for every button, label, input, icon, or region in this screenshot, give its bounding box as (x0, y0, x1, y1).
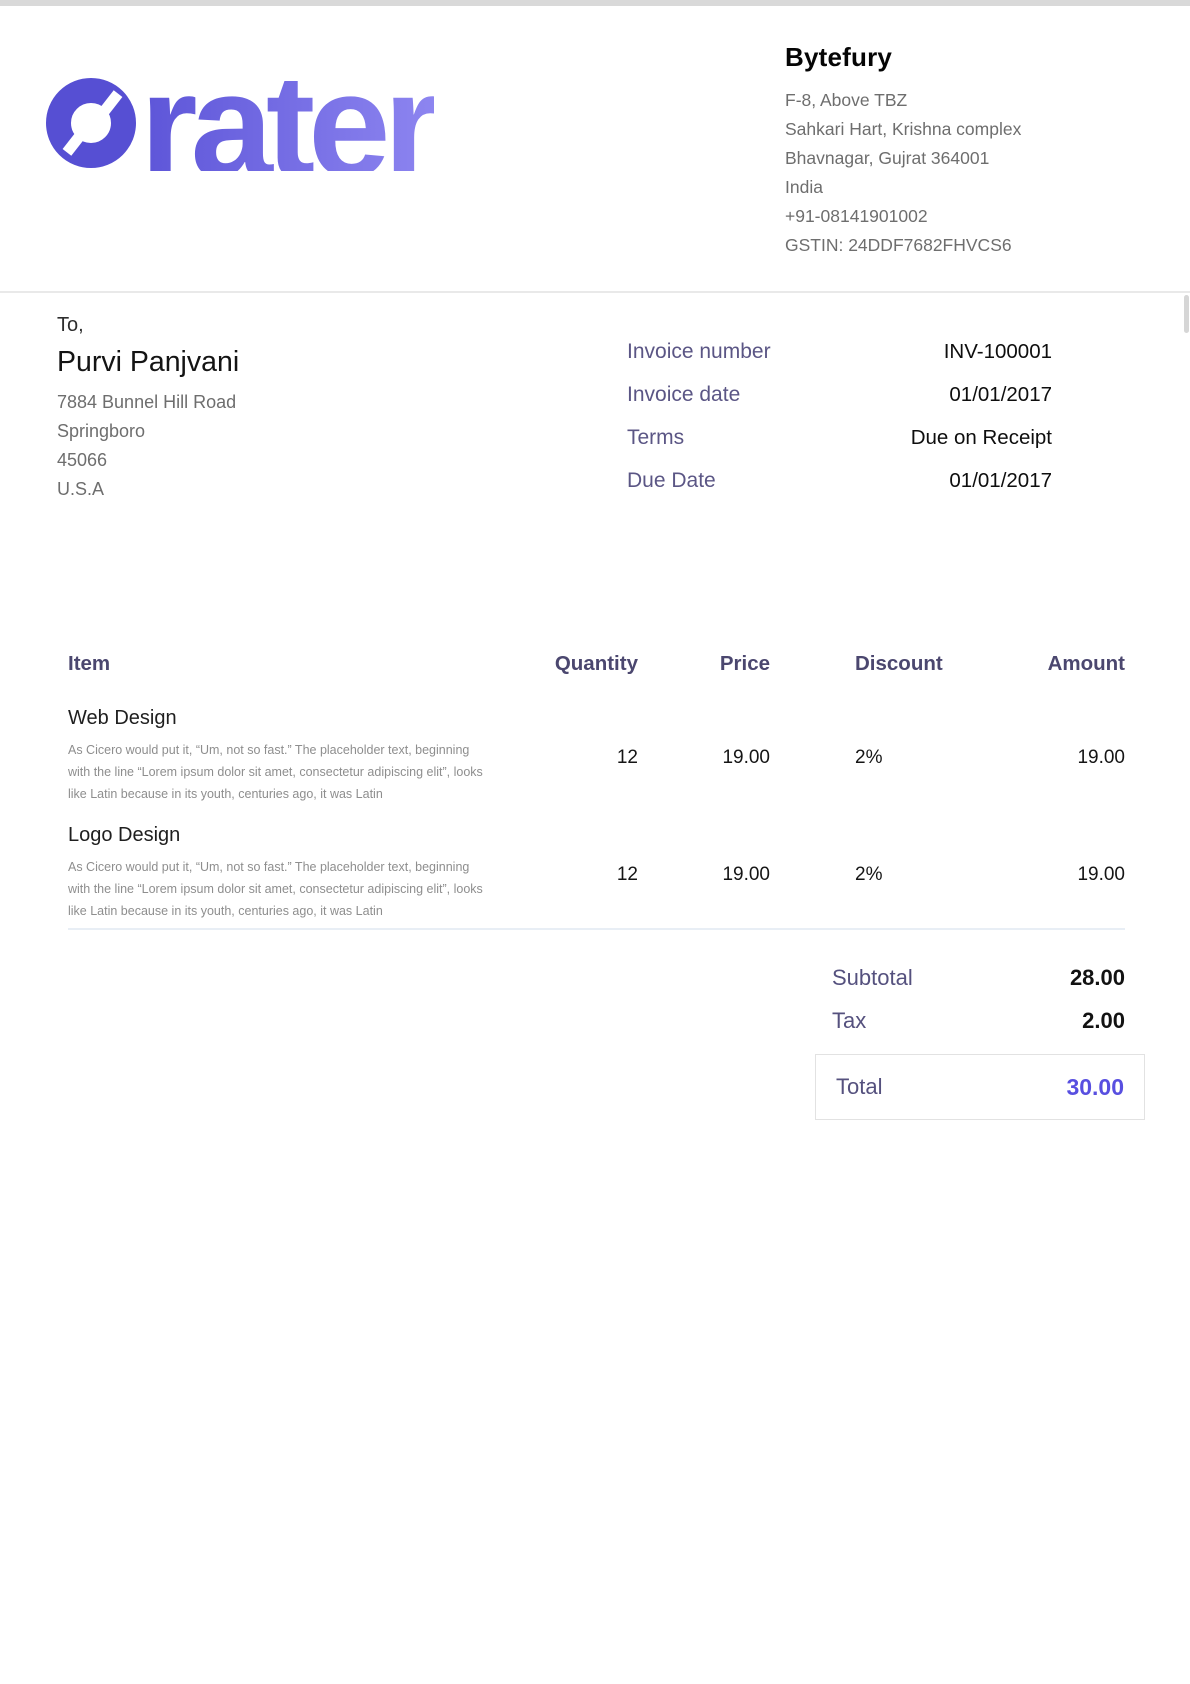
invoice-meta (627, 330, 1052, 502)
invoice-header (0, 6, 1190, 293)
bill-to-block (57, 312, 477, 504)
scrollbar-thumb[interactable] (1184, 295, 1189, 333)
company-phone: +91-08141901002 (785, 206, 928, 226)
company-block (785, 40, 1130, 260)
company-address-line: India (785, 177, 823, 197)
logo-wordmark: rater (140, 43, 435, 208)
items-table (68, 648, 1125, 930)
invoice-number-value: INV-100001 (943, 339, 1052, 363)
subtotal-row (832, 956, 1125, 999)
company-gstin: GSTIN: 24DDF7682FHVCS6 (785, 235, 1012, 255)
tax-row (832, 999, 1125, 1042)
invoice-number-label: Invoice number (627, 339, 771, 363)
customer-name: Purvi Panjvani (57, 346, 240, 378)
subtotal-value: 28.00 (1069, 964, 1125, 990)
item-description: As Cicero would put it, “Um, not so fast.” The placeholder text, beginning with the line “Lorem ipsum dolor sit amet, consectetur adipiscing elit”, looks like Latin because in its youth, centuries ago, it was Latin (68, 860, 483, 918)
company-address-line: Sahkari Hart, Krishna complex (785, 119, 1022, 139)
item-price: 19.00 (722, 747, 770, 768)
invoice-date-label: Invoice date (627, 382, 741, 406)
tax-label: Tax (832, 1007, 867, 1033)
table-row (68, 704, 1125, 805)
summary-block (832, 956, 1125, 1120)
crater-c-icon (46, 78, 136, 168)
subtotal-label: Subtotal (832, 964, 913, 990)
company-address-line: Bhavnagar, Gujrat 364001 (785, 148, 990, 168)
item-price: 19.00 (722, 864, 770, 885)
header-discount: Discount (855, 652, 943, 675)
item-name: Web Design (68, 707, 177, 729)
item-quantity: 12 (616, 747, 638, 768)
item-description: As Cicero would put it, “Um, not so fast.” The placeholder text, beginning with the line “Lorem ipsum dolor sit amet, consectetur adipiscing elit”, looks like Latin because in its youth, centuries ago, it was Latin (68, 743, 483, 801)
invoice-date-row (627, 373, 1052, 416)
total-value: 30.00 (1066, 1074, 1124, 1100)
header-quantity: Quantity (554, 652, 638, 675)
item-name: Logo Design (68, 824, 181, 846)
due-date-label: Due Date (627, 468, 716, 492)
customer-address-line: Springboro (57, 421, 146, 441)
terms-row (627, 416, 1052, 459)
header-amount: Amount (1047, 652, 1125, 675)
invoice-number-row (627, 330, 1052, 373)
item-amount: 19.00 (1077, 864, 1125, 885)
customer-address-line: 7884 Bunnel Hill Road (57, 392, 237, 412)
table-divider (68, 928, 1125, 930)
company-address-line: F-8, Above TBZ (785, 90, 908, 110)
header-divider (0, 291, 1190, 293)
header-price: Price (719, 652, 770, 675)
items-table-header (68, 648, 1125, 680)
total-label: Total (836, 1074, 883, 1099)
item-cell (68, 821, 490, 922)
table-row (68, 821, 1125, 922)
item-cell (68, 704, 490, 805)
due-date-value: 01/01/2017 (949, 468, 1052, 492)
item-discount: 2% (855, 864, 883, 885)
due-date-row (627, 459, 1052, 502)
bill-to-label: To, (57, 314, 84, 336)
header-item: Item (68, 652, 111, 675)
item-amount: 19.00 (1077, 747, 1125, 768)
tax-value: 2.00 (1082, 1007, 1125, 1033)
customer-address (57, 388, 477, 504)
item-discount: 2% (855, 747, 883, 768)
company-address (785, 86, 1130, 260)
customer-address-line: 45066 (57, 450, 108, 470)
terms-value: Due on Receipt (910, 425, 1052, 449)
invoice-date-value: 01/01/2017 (949, 382, 1052, 406)
total-box (815, 1054, 1145, 1120)
crater-logo (46, 43, 435, 208)
company-name: Bytefury (785, 42, 893, 72)
logo-slash-bottom (63, 114, 99, 155)
item-quantity: 12 (616, 864, 638, 885)
customer-address-line: U.S.A (57, 479, 105, 499)
terms-label: Terms (627, 425, 685, 449)
